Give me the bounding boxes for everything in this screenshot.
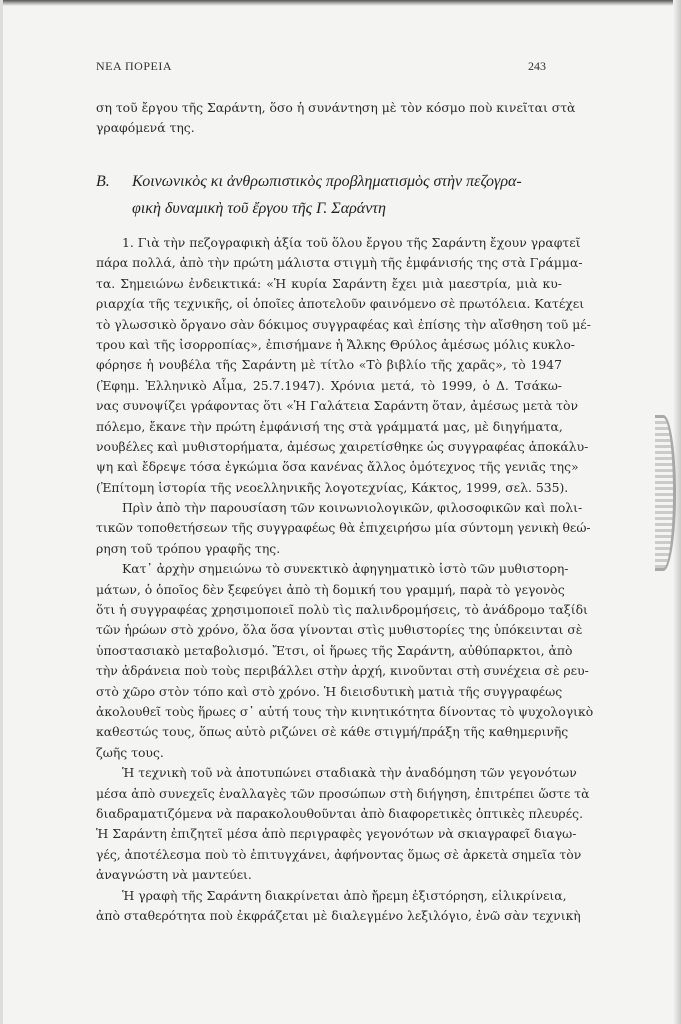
- text-line: ἀναγνώστη νὰ μαντεύει.: [96, 867, 252, 883]
- text-line: ἀπὸ σταθερότητα ποὺ ἐκφράζεται μὲ διαλεγμένο λεξιλόγιο, ἐνῶ σὰν τεχνικὴ: [96, 907, 581, 923]
- scan-left-edge: [0, 0, 3, 1024]
- text-line: (Ἐφημ. Ἑλληνικὸ Αἷμα, 25.7.1947). Χρόνια μετά, τὸ 1999, ὁ Δ. Τσάκω-: [96, 377, 562, 393]
- running-title: ΝΕΑ ΠΟΡΕΙΑ: [96, 59, 172, 73]
- page-number: 243: [528, 59, 546, 73]
- text-line: τα. Σημειώνω ἐνδεικτικά: «Ἡ κυρία Σαράντη ἔχει μιὰ μαεστρία, μιὰ κυ-: [96, 275, 562, 291]
- text-line: (Ἐπίτομη ἱστορία τῆς νεοελληνικῆς λογοτεχνίας, Κάκτος, 1999, σελ. 535).: [96, 479, 569, 495]
- body-text: [96, 233, 594, 926]
- text-line: ἀκολουθεῖ τοὺς ἥρωες σ᾽ αὐτή τους τὴν κινητικότητα δίνοντας τὸ ψυχολογικὸ: [96, 703, 594, 719]
- text-line: καθεστώς τους, ὅπως αὐτὸ ριζώνει σὲ κάθε στιγμή/πράξη τῆς καθημερινῆς: [96, 724, 569, 740]
- text-line: τὴν ἀδράνεια ποὺ τοὺς περιβάλλει στὴν ἀρχή, κινοῦνται στὴ συνέχεια σὲ ρευ-: [96, 663, 589, 679]
- text-line: πόλεμο, ἔκανε τὴν πρώτη ἐμφάνισή της στὰ γράμματά μας, μὲ διηγήματα,: [96, 418, 563, 434]
- text-line: Ἡ γραφὴ τῆς Σαράντη διακρίνεται ἀπὸ ἤρεμη ἐξιστόρηση, εἰλικρίνεια,: [122, 887, 567, 903]
- text-line: 1. Γιὰ τὴν πεζογραφικὴ ἀξία τοῦ ὅλου ἔργου τῆς Σαράντη ἔχουν γραφτεῖ: [122, 235, 581, 250]
- text-line: ψη καὶ ἔδρεψε τόσα ἐγκώμια ὅσα κανένας ἄλλος ὁμότεχνος τῆς γενιᾶς της»: [96, 459, 579, 475]
- text-line: πάρα πολλά, ἀπὸ τὴν πρώτη μάλιστα στιγμὴ τῆς ἐμφάνισής της στὰ Γράμμα-: [96, 255, 583, 271]
- scan-top-edge: [0, 0, 681, 6]
- text-line: γές, ἀποτέλεσμα ποὺ τὸ ἐπιτυγχάνει, ἀφήνοντας ὅμως σὲ ἀρκετὰ σημεῖα τὸν: [96, 846, 582, 862]
- text-line: φόρησε ἡ νουβέλα τῆς Σαράντη μὲ τίτλο «Τὸ βιβλίο τῆς χαρᾶς», τὸ 1947: [96, 357, 562, 373]
- text-line: ζωῆς τους.: [96, 744, 164, 760]
- text-line: νουβέλες καὶ μυθιστορήματα, ἀμέσως χαιρετίσθηκε ὡς συγγραφέας ἀποκάλυ-: [96, 438, 589, 454]
- text-line: ρηση τοῦ τρόπου γραφῆς της.: [96, 540, 281, 556]
- section-title-line: Κοινωνικὸς κι ἀνθρωπιστικὸς προβληματισμὸς στὴν πεζογρα-: [132, 173, 522, 190]
- text-line: ὅτι ἡ συγγραφέας χρησιμοποιεῖ πολὺ τὶς παλινδρομήσεις, τὸ ἀνάδρομο ταξίδι: [96, 602, 588, 618]
- text-line: διαδραματιζόμενα νὰ παρακολουθοῦνται ἀπὸ διαφορετικὲς ὀπτικὲς πλευρές.: [96, 805, 584, 821]
- text-line: νας συνοψίζει γράφοντας ὅτι «Ἡ Γαλάτεια Σαράντη ὅταν, ἀμέσως μετὰ τὸν: [96, 398, 579, 414]
- text-line: Κατ᾽ ἀρχὴν σημειώνω τὸ συνεκτικὸ ἀφηγηματικὸ ἱστὸ τῶν μυθιστορη-: [122, 561, 569, 577]
- text-line: μέσα ἀπὸ συνεχεῖς ἐναλλαγὲς τῶν προσώπων στὴ διήγηση, ἐπιτρέπει ὥστε τὰ: [96, 785, 590, 801]
- section-title-line: φικὴ δυναμικὴ τοῦ ἔργου τῆς Γ. Σαράντη: [132, 200, 386, 217]
- text-line: τικῶν τοποθετήσεων τῆς συγγραφέως θὰ ἐπιχειρήσω μία σύντομη γενικὴ θεώ-: [96, 520, 591, 536]
- text-line: μάτων, ὁ ὁποῖος δὲν ξεφεύγει ἀπὸ τὴ δομική του γραμμή, παρὰ τὸ γεγονὸς: [96, 581, 565, 597]
- text-line: τρου καὶ τῆς ἰσορροπίας», ἐπισήμανε ἡ Ἄλκης Θρύλος ἀμέσως μόλις κυκλο-: [96, 336, 575, 352]
- text-line: τῶν ἡρώων στὸ χρόνο, ὅλα ὅσα γίνονται στὶς μυθιστορίες της ὑπόκεινται σὲ: [96, 622, 583, 638]
- text-line: τὸ γλωσσικὸ ὄργανο σὰν δόκιμος συγγραφέας καὶ ἐπίσης τὴν αἴσθηση τοῦ μέ-: [96, 316, 591, 332]
- text-line: ὑποστασιακὸ μεταβολισμό. Ἔτσι, οἱ ἥρωες τῆς Σαράντη, αὐθύπαρκτοι, ἀπὸ: [96, 642, 573, 658]
- text-line: ση τοῦ ἔργου τῆς Σαράντη, ὅσο ἡ συνάντηση μὲ τὸν κόσμο ποὺ κινεῖται στὰ: [96, 100, 576, 115]
- section-letter: Β.: [96, 173, 110, 190]
- text-line: Ἡ τεχνικὴ τοῦ νὰ ἀποτυπώνει σταδιακὰ τὴν ἀναδόμηση τῶν γεγονότων: [122, 765, 577, 781]
- text-line: Πρὶν ἀπὸ τὴν παρουσίαση τῶν κοινωνιολογικῶν, φιλοσοφικῶν καὶ πολι-: [122, 500, 583, 516]
- text-line: Ἡ Σαράντη ἐπιζητεῖ μέσα ἀπὸ περιγραφὲς γεγονότων νὰ σκιαγραφεῖ διαγω-: [96, 826, 577, 842]
- text-line: γραφόμενά της.: [96, 120, 195, 136]
- intro-paragraph: [96, 98, 576, 139]
- text-line: στὸ χῶρο στὸν τόπο καὶ στὸ χρόνο. Ἡ διεισδυτικὴ ματιὰ τῆς συγγραφέως: [96, 683, 563, 699]
- text-line: ριαρχία τῆς τεχνικῆς, οἱ ὁποῖες ἀποτελοῦν φαινόμενο σὲ πρωτόλεια. Κατέχει: [96, 296, 585, 312]
- section-heading: [96, 168, 562, 222]
